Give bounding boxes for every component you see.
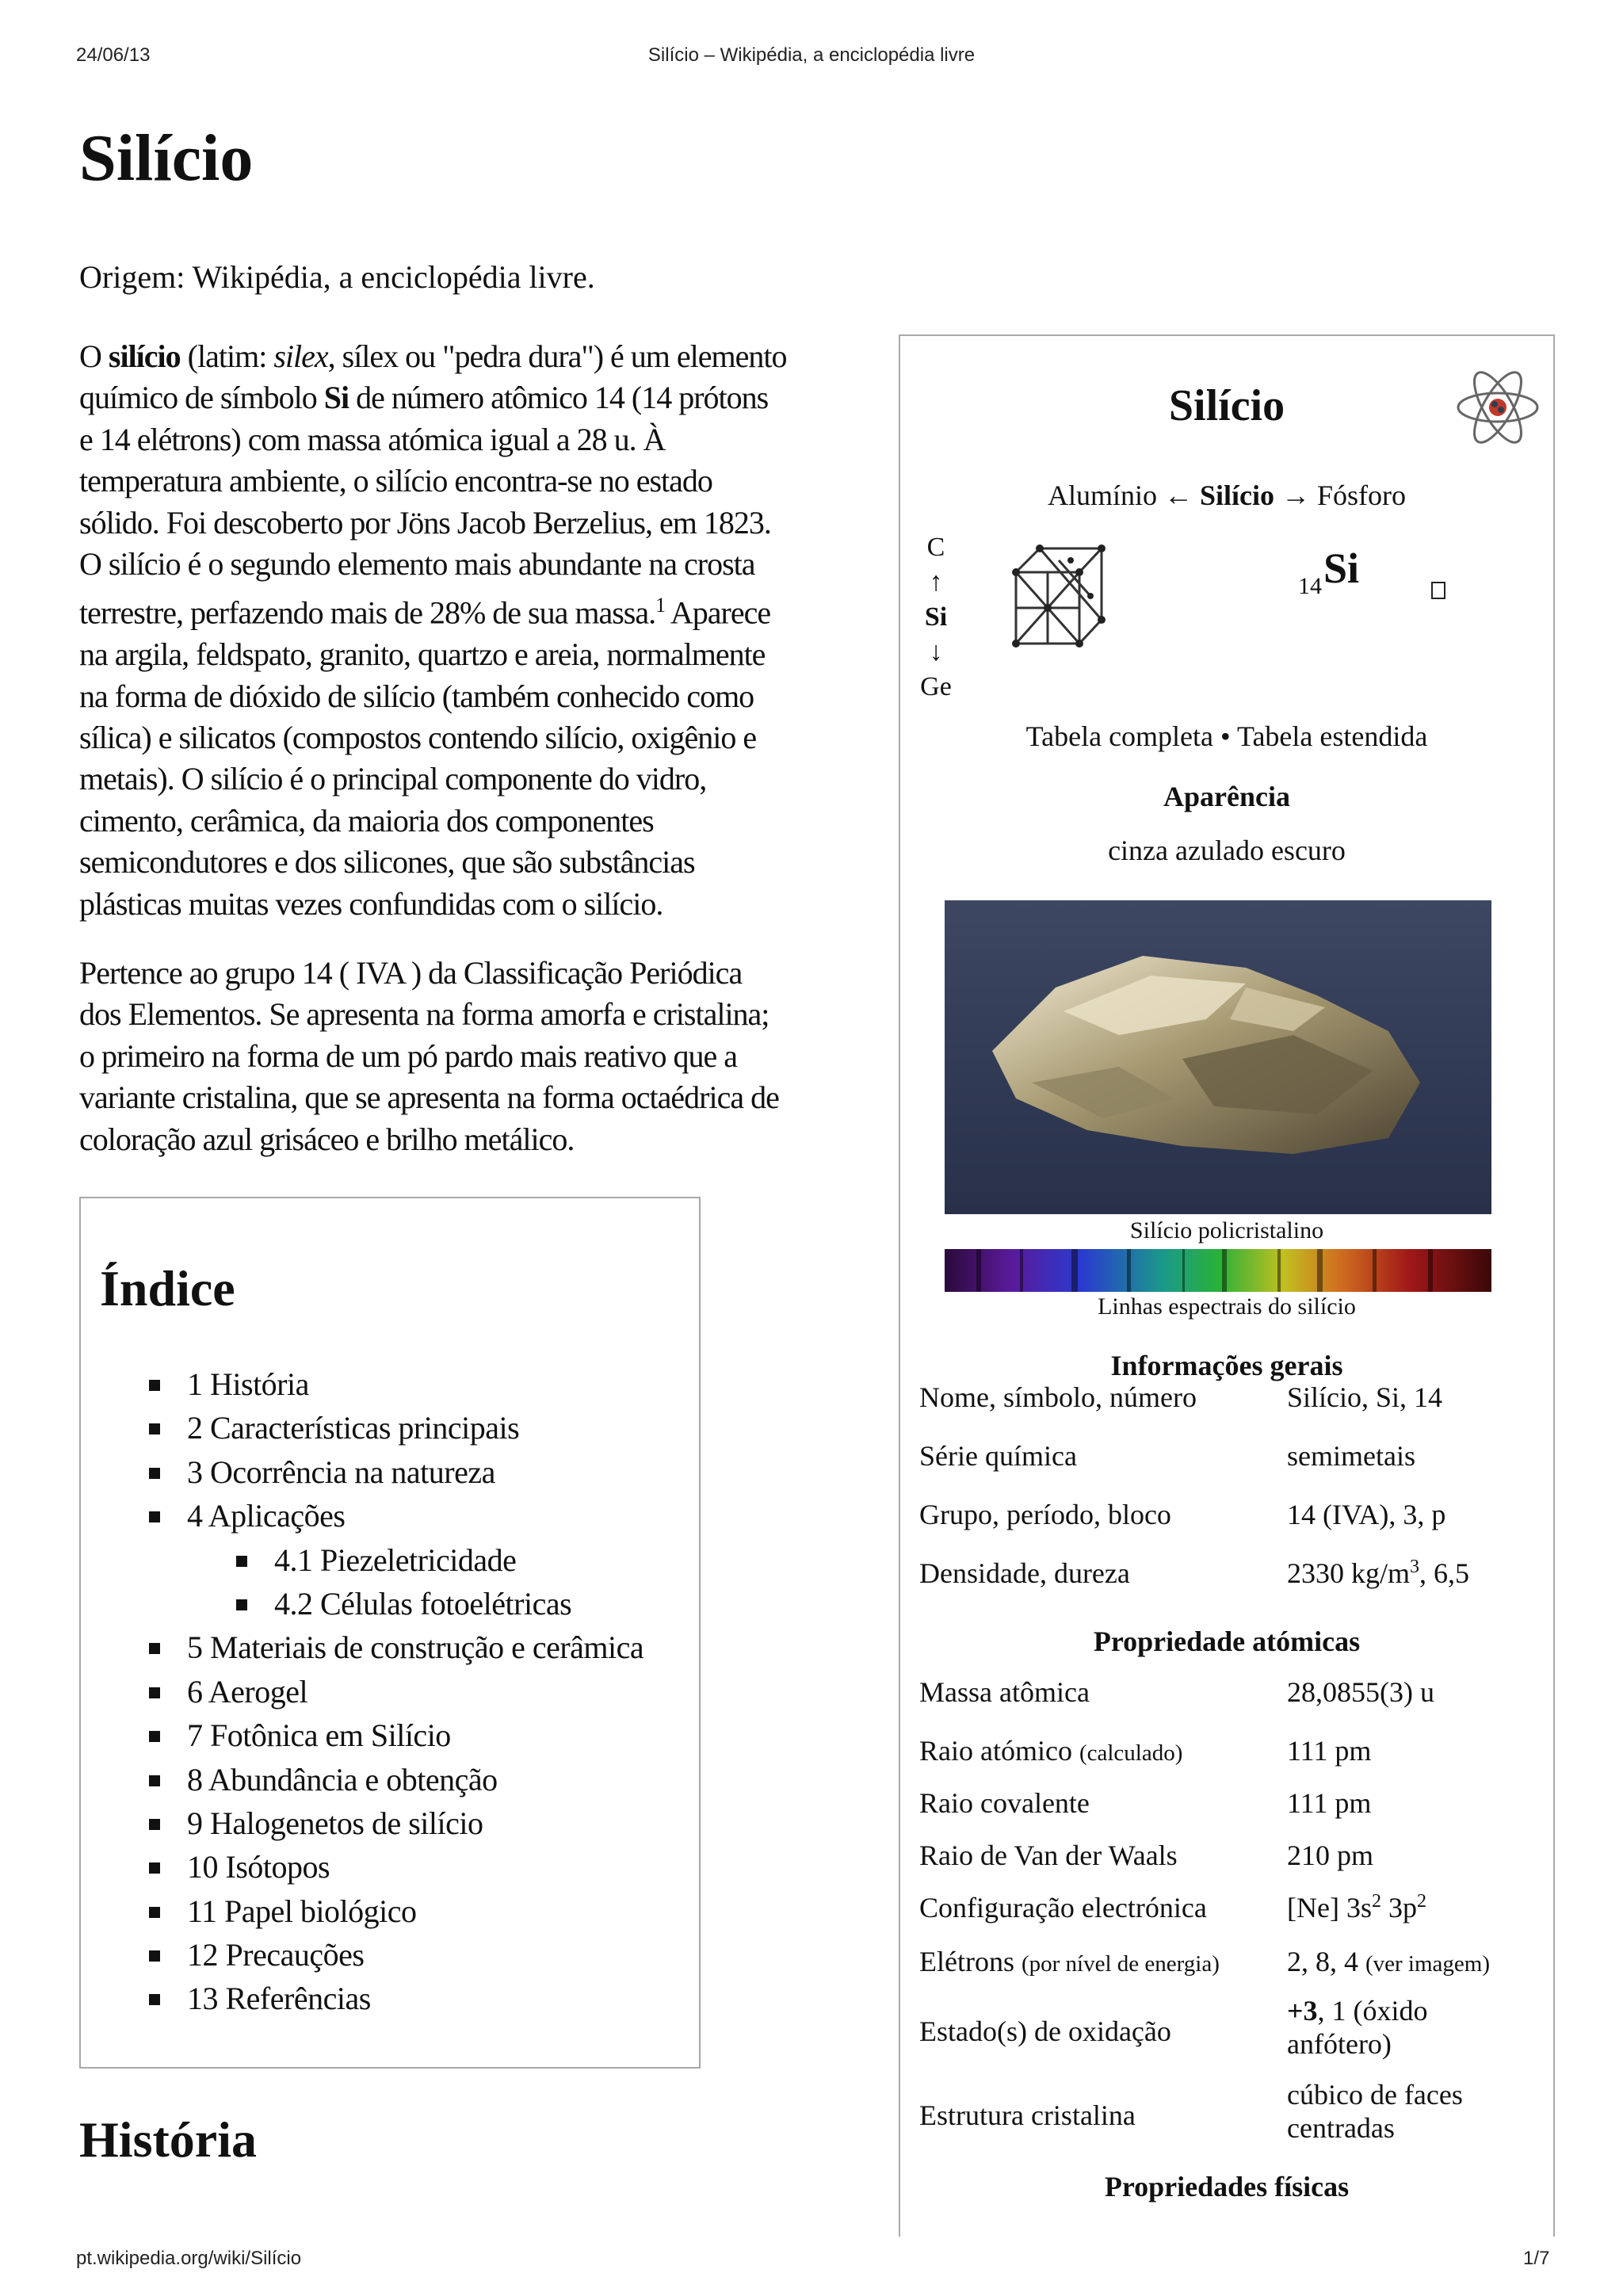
- italic-term: silex: [273, 338, 328, 374]
- intro-line: O silício (latim: silex, sílex ou "pedra dura") é um elemento: [79, 338, 787, 374]
- table-of-contents: [79, 1197, 701, 2069]
- atomic-row-key: Raio de Van der Waals: [919, 1839, 1178, 1871]
- toc-item[interactable]: 11 Papel biológico: [81, 1889, 699, 1933]
- spectral-lines-image[interactable]: [945, 1249, 1491, 1292]
- atomic-row-value: 111 pm: [1287, 1787, 1372, 1819]
- bold-term: silício: [108, 338, 181, 374]
- intro-paragraph: [79, 336, 872, 925]
- origin-note: Origem: Wikipédia, a enciclopédia livre.: [79, 259, 595, 295]
- group-line: coloração azul grisáceo e brilho metálico.: [79, 1121, 575, 1157]
- toc-item[interactable]: 4.1 Piezeletricidade: [81, 1538, 699, 1582]
- element-navigation: [900, 479, 1553, 512]
- element-above[interactable]: C: [926, 533, 945, 562]
- general-row-value: semimetais: [1287, 1440, 1415, 1472]
- toc-heading: Índice: [100, 1260, 235, 1316]
- crystal-structure-value: cúbico de faces centradas: [1287, 2079, 1463, 2144]
- section-heading-historia: História: [79, 2111, 257, 2168]
- electrons-key: Elétrons (por nível de energia): [919, 1946, 1220, 1977]
- group-paragraph: [79, 953, 872, 1160]
- toc-item[interactable]: 4 Aplicações: [81, 1494, 699, 1538]
- group-line: o primeiro na forma de um pó pardo mais reativo que a: [79, 1037, 738, 1074]
- toc-item[interactable]: 10 Isótopos: [81, 1845, 699, 1889]
- missing-image-icon: [1431, 582, 1445, 599]
- intro-line: sílica) e silicatos (compostos contendo silício, oxigênio e: [79, 719, 757, 755]
- atom-icon[interactable]: [1455, 365, 1541, 450]
- intro-line: na forma de dióxido de silício (também conhecido como: [79, 678, 754, 714]
- element-symbol: [1298, 544, 1359, 600]
- toc-item[interactable]: 13 Referências: [81, 1977, 699, 2020]
- polycrystalline-silicon-image[interactable]: [945, 900, 1491, 1214]
- atomic-radius-key: Raio atómico (calculado): [919, 1735, 1183, 1767]
- toc-list: [81, 1362, 699, 2021]
- toc-item[interactable]: 9 Halogenetos de silício: [81, 1801, 699, 1845]
- oxidation-value: +3, 1 (óxido anfótero): [1287, 1995, 1428, 2060]
- atomic-row-value: 210 pm: [1287, 1839, 1374, 1871]
- physical-properties-heading: Propriedades físicas: [1104, 2171, 1350, 2202]
- spectrum-caption: Linhas espectrais do silício: [1098, 1293, 1356, 1320]
- group-line: Pertence ao grupo 14 ( IVA ) da Classificação Periódica: [79, 955, 743, 991]
- group-column: [916, 530, 956, 705]
- atomic-row-value: 28,0855(3) u: [1287, 1676, 1434, 1708]
- electron-config-key: Configuração electrónica: [919, 1892, 1207, 1924]
- arrow-up-icon: ↑: [929, 567, 943, 597]
- atomic-radius-value: 111 pm: [1287, 1735, 1372, 1767]
- toc-item[interactable]: 8 Abundância e obtenção: [81, 1758, 699, 1801]
- toc-item[interactable]: 4.2 Células fotoelétricas: [81, 1582, 699, 1626]
- print-page-title: Silício – Wikipédia, a enciclopédia livre: [647, 44, 976, 66]
- toc-item[interactable]: 3 Ocorrência na natureza: [81, 1450, 699, 1494]
- see-image-link[interactable]: (ver imagem): [1365, 1951, 1491, 1977]
- density-value: 2330 $kg/m^3$, 6,5: [1287, 1557, 1470, 1589]
- group-line: dos Elementos. Se apresenta na forma amorfa e cristalina;: [79, 996, 769, 1033]
- electrons-value: 2, 8, 4 (ver imagem): [1287, 1946, 1491, 1977]
- page-title: Silício: [79, 121, 254, 195]
- intro-line: e 14 elétrons) com massa atómica igual a 28 u. À: [79, 421, 666, 457]
- table-links[interactable]: Tabela completa • Tabela estendida: [1025, 720, 1428, 752]
- crystal-structure-key: Estrutura cristalina: [919, 2099, 1136, 2131]
- intro-line: sólido. Foi descoberto por Jöns Jacob Berzelius, em 1823.: [79, 504, 771, 541]
- intro-line: O silício é o segundo elemento mais abundante na crosta: [79, 546, 755, 583]
- image-caption: Silício policristalino: [1129, 1217, 1324, 1244]
- general-row-key: Grupo, período, bloco: [919, 1499, 1171, 1530]
- intro-line: metais). O silício é o principal componente do vidro,: [79, 761, 707, 797]
- element-below[interactable]: Ge: [920, 672, 952, 701]
- arrow-down-icon: ↓: [929, 637, 943, 667]
- reference-link[interactable]: 1: [655, 594, 666, 617]
- density-key: Densidade, dureza: [919, 1557, 1130, 1589]
- crystal-structure-icon[interactable]: [1008, 541, 1109, 651]
- infobox-title: Silício: [1168, 381, 1285, 430]
- intro-line: semicondutores e dos silicones, que são substâncias: [79, 844, 695, 881]
- toc-item[interactable]: 5 Materiais de construção e cerâmica: [81, 1626, 699, 1669]
- general-info-heading: Informações gerais: [1110, 1350, 1343, 1381]
- electron-config-value: [Ne] $3s^2$ $3p^2$: [1287, 1891, 1426, 1924]
- atomic-row-key: Raio covalente: [919, 1787, 1090, 1819]
- general-row-value: Silício, Si, 14: [1287, 1381, 1443, 1413]
- toc-item[interactable]: 1 História: [81, 1362, 699, 1406]
- intro-line: temperatura ambiente, o silício encontra-se no estado: [79, 463, 712, 499]
- nav-prev-element[interactable]: Alumínio ←: [1047, 479, 1193, 511]
- symbol-text: Si: [1323, 544, 1360, 592]
- appearance-heading: Aparência: [1163, 781, 1290, 812]
- general-row-value: 14 (IVA), 3, p: [1287, 1499, 1446, 1530]
- toc-item[interactable]: 12 Precauções: [81, 1933, 699, 1977]
- print-url: pt.wikipedia.org/wiki/Silício: [76, 2248, 302, 2269]
- toc-item[interactable]: 6 Aerogel: [81, 1670, 699, 1713]
- intro-line: na argila, feldspato, granito, quartzo e areia, normalmente: [79, 636, 766, 673]
- bold-term: Si: [323, 380, 349, 416]
- atomic-row-key: Massa atômica: [919, 1676, 1090, 1708]
- appearance-value: cinza azulado escuro: [1108, 835, 1346, 866]
- toc-item[interactable]: 7 Fotônica em Silício: [81, 1713, 699, 1757]
- intro-line: cimento, cerâmica, da maioria dos componentes: [79, 802, 654, 839]
- nav-current-element: Silício: [1199, 479, 1274, 511]
- nav-next-element[interactable]: → Fósforo: [1281, 479, 1407, 511]
- intro-line: terrestre, perfazendo mais de 28% de sua massa.$^1$ Aparece: [79, 594, 771, 631]
- print-page-number: 1/7: [1523, 2248, 1550, 2269]
- oxidation-key: Estado(s) de oxidação: [919, 2015, 1171, 2047]
- element-current: Si: [924, 602, 948, 632]
- general-row-key: Série química: [919, 1440, 1077, 1472]
- intro-line: químico de símbolo Si de número atômico 14 (14 prótons: [79, 380, 769, 416]
- intro-line: plásticas muitas vezes confundidas com o silício.: [79, 885, 663, 922]
- atomic-number: 14: [1298, 573, 1322, 599]
- general-row-key: Nome, símbolo, número: [919, 1381, 1197, 1413]
- atomic-properties-heading: Propriedade atómicas: [1093, 1626, 1361, 1657]
- element-infobox: [899, 334, 1555, 2237]
- toc-item[interactable]: 2 Características principais: [81, 1406, 699, 1450]
- print-date: 24/06/13: [76, 44, 151, 66]
- group-line: variante cristalina, que se apresenta na forma octaédrica de: [79, 1079, 779, 1116]
